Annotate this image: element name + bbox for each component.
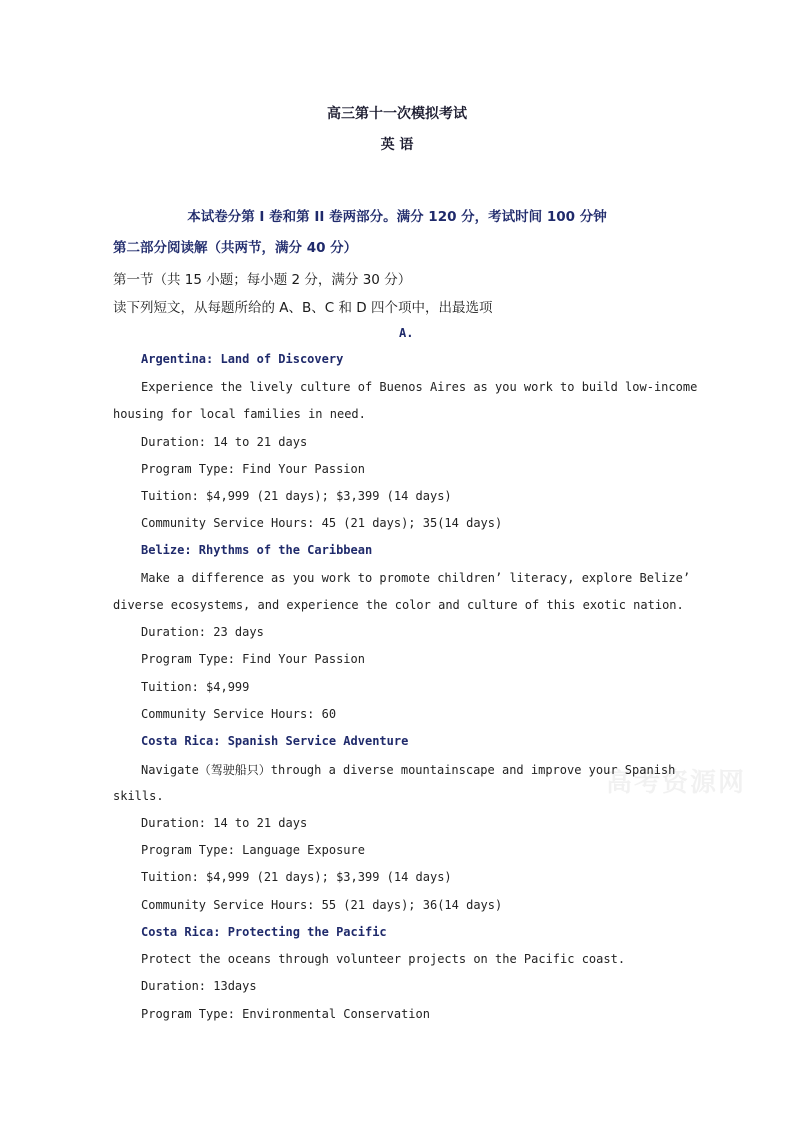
passage-label: A. — [399, 326, 414, 340]
exam-title: 高三第十一次模拟考试 — [327, 106, 467, 122]
part-two-heading: 第二部分阅读解（共两节，满分 40 分） — [113, 240, 358, 256]
program-duration: Duration: 23 days — [141, 625, 264, 639]
program-title: Argentina: Land of Discovery — [141, 352, 344, 366]
program-service-hours: Community Service Hours: 45 (21 days); 35(14 days) — [141, 516, 503, 530]
exam-note: 本试卷分第 I 卷和第 II 卷两部分。满分 120 分，考试时间 100 分钟 — [187, 209, 607, 225]
program-duration: Duration: 14 to 21 days — [141, 816, 308, 830]
program-type: Program Type: Language Exposure — [141, 843, 365, 857]
program-duration: Duration: 14 to 21 days — [141, 435, 308, 449]
program-description: Navigate（驾驶船只）through a diverse mountainscape and improve your Spanish — [141, 763, 676, 777]
program-description: Protect the oceans through volunteer projects on the Pacific coast. — [141, 952, 626, 966]
program-tuition: Tuition: $4,999 — [141, 680, 250, 694]
program-type: Program Type: Find Your Passion — [141, 652, 365, 666]
subject-title: 英 语 — [380, 137, 414, 153]
program-type: Program Type: Environmental Conservation — [141, 1007, 430, 1021]
program-description: Experience the lively culture of Buenos Aires as you work to build low-income — [141, 380, 698, 394]
program-type: Program Type: Find Your Passion — [141, 462, 365, 476]
program-service-hours: Community Service Hours: 55 (21 days); 36(14 days) — [141, 898, 503, 912]
watermark: 高考资源网 — [606, 768, 747, 798]
section-one-heading: 第一节（共 15 小题；每小题 2 分，满分 30 分） — [113, 272, 412, 288]
program-tuition: Tuition: $4,999 (21 days); $3,399 (14 days) — [141, 870, 452, 884]
program-service-hours: Community Service Hours: 60 — [141, 707, 337, 721]
program-description-cont: skills. — [113, 789, 164, 803]
program-description-cont: housing for local families in need. — [113, 407, 366, 421]
program-title: Belize: Rhythms of the Caribbean — [141, 543, 373, 557]
program-title: Costa Rica: Protecting the Pacific — [141, 925, 387, 939]
program-description-cont: diverse ecosystems, and experience the color and culture of this exotic nation. — [113, 598, 684, 612]
instruction-text: 读下列短文，从每题所给的 A、B、C 和 D 四个项中，出最选项 — [113, 300, 493, 316]
program-tuition: Tuition: $4,999 (21 days); $3,399 (14 days) — [141, 489, 452, 503]
program-description: Make a difference as you work to promote children’ literacy, explore Belize’ — [141, 571, 691, 585]
program-title: Costa Rica: Spanish Service Adventure — [141, 734, 409, 748]
program-duration: Duration: 13days — [141, 979, 257, 993]
